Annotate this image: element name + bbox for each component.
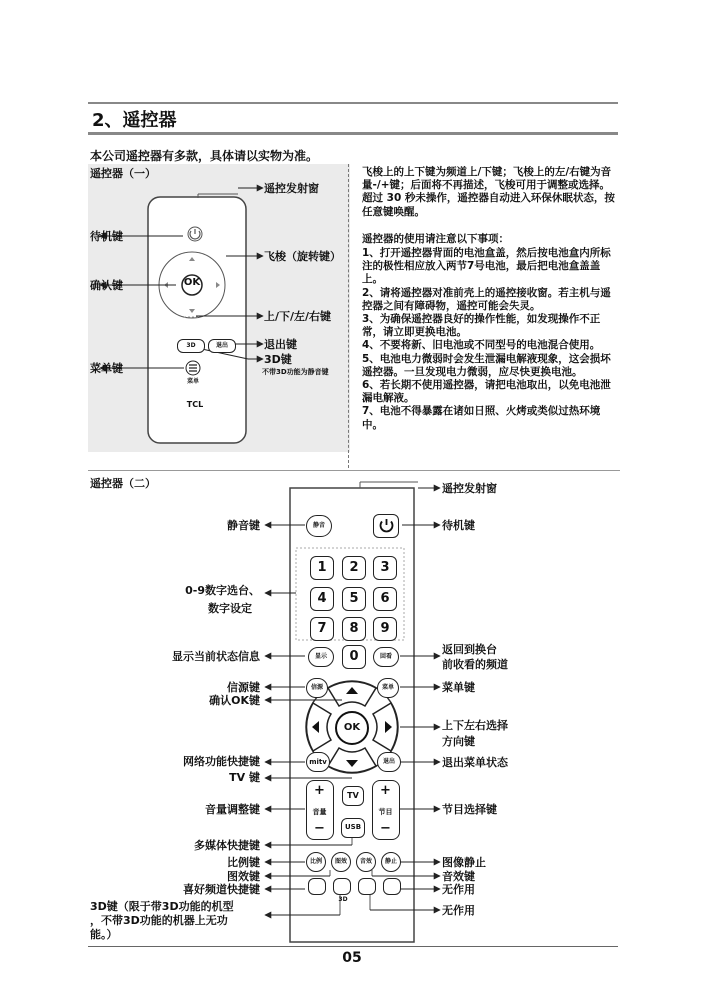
title-rule <box>88 132 618 135</box>
noop-button-1[interactable] <box>358 878 376 895</box>
digit-button[interactable]: 9 <box>373 617 397 641</box>
footer-rule <box>88 946 618 947</box>
shuttle-note: 飞梭上的上下键为频道上/下键；飞梭上的左/右键为音量-/+键；后面将不再描述，飞梭可用于调整或选择。超过 30 秒未操作，遥控器自动进入环保休眠状态，按任意键唤醒。 <box>362 166 615 218</box>
remote2-drawing <box>0 470 701 950</box>
picture-button[interactable]: 图效 <box>331 852 351 872</box>
r2-label-3d-2: ，不带3D功能的机器上无功 <box>90 914 228 927</box>
program-down[interactable]: − <box>380 821 391 836</box>
remote1-brand-logo: TCL <box>186 400 204 409</box>
volume-rocker[interactable] <box>306 780 334 840</box>
mitv-button[interactable]: mitv <box>306 752 330 772</box>
r2-label-return-1: 返回到换台 <box>442 643 497 656</box>
program-rocker[interactable] <box>372 780 400 840</box>
r1-label-ok: 确认键 <box>90 279 123 292</box>
notes-list <box>362 247 620 432</box>
recall-button[interactable]: 回看 <box>373 647 399 667</box>
digit-button[interactable]: 1 <box>310 556 334 580</box>
r2-label-return-2: 前收看的频道 <box>442 658 508 671</box>
r2-label-menu: 菜单键 <box>442 681 475 694</box>
3d-button-caption: 3D <box>338 896 348 903</box>
r2-label-source: 信源键 <box>227 681 260 694</box>
standby-button[interactable] <box>373 514 399 538</box>
remote1-ok-button[interactable]: OK <box>183 277 201 288</box>
digit-button[interactable]: 6 <box>373 587 397 611</box>
notes-item: 3、为确保遥控器良好的操作性能，如发现操作不正常，请立即更换电池。 <box>362 313 601 339</box>
r2-label-multimedia: 多媒体快捷键 <box>194 839 260 852</box>
exit-button[interactable]: 退出 <box>377 752 401 772</box>
program-up[interactable]: + <box>380 783 391 798</box>
r2-label-ok: 确认OK键 <box>209 694 260 707</box>
r2-label-network: 网络功能快捷键 <box>183 755 260 768</box>
notes-item: 2、请将遥控器对准前壳上的遥控接收窗。若主机与遥控器之间有障碍物，遥控可能会失灵。 <box>362 286 611 312</box>
sound-button[interactable]: 音效 <box>356 852 376 872</box>
notes-item: 4、不要将新、旧电池或不同型号的电池混合使用。 <box>362 339 601 352</box>
r2-label-exit: 退出菜单状态 <box>442 756 508 769</box>
r2-label-volume: 音量调整键 <box>205 803 260 816</box>
notes-item: 1、打开遥控器背面的电池盒盖，然后按电池盒内所标注的极性相应放入两节7号电池，最后把电池盒盖盖上。 <box>362 247 611 286</box>
remote1-title: 遥控器（一） <box>90 167 156 180</box>
digit-button[interactable]: 2 <box>342 556 366 580</box>
r1-label-shuttle: 飞梭（旋转键） <box>264 250 341 263</box>
digit-button[interactable]: 3 <box>373 556 397 580</box>
r2-label-digits-1: 0-9数字选台、 <box>185 584 260 597</box>
remote1-menu-caption: 菜单 <box>186 378 199 385</box>
usb-button[interactable]: USB <box>341 818 365 838</box>
ok-button[interactable]: OK <box>335 711 369 745</box>
r2-label-digits-2: 数字设定 <box>208 602 252 615</box>
noop-button-2[interactable] <box>383 878 401 895</box>
r2-label-direction-1: 上下左右选择 <box>442 719 508 732</box>
r2-label-noop-1: 无作用 <box>442 883 475 896</box>
notes-heading: 遥控器的使用请注意以下事项： <box>362 233 509 245</box>
r2-label-emitter: 遥控发射窗 <box>442 482 497 495</box>
tv-button[interactable]: TV <box>342 786 364 806</box>
3d-button[interactable] <box>333 878 351 895</box>
r2-label-direction-2: 方向键 <box>442 735 475 748</box>
remote1-3d-button[interactable]: 3D <box>177 339 205 353</box>
r2-label-tv: TV 键 <box>229 771 260 784</box>
r1-label-direction: 上/下/左/右键 <box>264 310 332 323</box>
r2-label-standby: 待机键 <box>442 519 475 532</box>
menu-button[interactable]: 菜单 <box>377 678 399 698</box>
r1-label-standby: 待机键 <box>90 230 123 243</box>
program-caption: 节目 <box>378 808 393 816</box>
digit-button[interactable]: 5 <box>342 587 366 611</box>
notes-item: 6、若长期不使用遥控器，请把电池取出，以免电池泄漏电解液。 <box>362 379 611 405</box>
ratio-button[interactable]: 比例 <box>306 852 326 872</box>
page-number: 05 <box>342 950 362 966</box>
r1-label-menu: 菜单键 <box>90 362 123 375</box>
r2-label-picture: 图效键 <box>227 870 260 883</box>
r2-label-freeze: 图像静止 <box>442 856 486 869</box>
r2-label-favorite: 喜好频道快捷键 <box>183 883 260 896</box>
display-button[interactable]: 显示 <box>308 647 334 667</box>
favorite-button[interactable] <box>308 878 326 895</box>
r2-label-3d-1: 3D键（限于带3D功能的机型 <box>90 900 234 913</box>
digit-button[interactable]: 4 <box>310 587 334 611</box>
volume-up[interactable]: + <box>314 783 325 798</box>
notes-item: 5、电池电力微弱时会发生泄漏电解液现象，这会损坏遥控器。一旦发现电力微弱，应尽快更换电池。 <box>362 352 611 378</box>
mute-button[interactable]: 静音 <box>306 515 332 537</box>
zero-button[interactable]: 0 <box>342 645 366 669</box>
source-button[interactable]: 信源 <box>306 678 328 698</box>
r1-label-exit: 退出键 <box>264 338 297 351</box>
power-icon <box>375 515 398 536</box>
digit-button[interactable]: 7 <box>310 617 334 641</box>
r1-label-3d-note: 不带3D功能为静音键 <box>262 368 329 376</box>
remote1-exit-button[interactable]: 退出 <box>208 339 236 353</box>
r2-label-program: 节目选择键 <box>442 803 497 816</box>
r2-label-sound: 音效键 <box>442 870 475 883</box>
remote2-title: 遥控器（二） <box>90 477 156 490</box>
r1-label-emitter: 遥控发射窗 <box>264 182 319 195</box>
remote1-drawing <box>88 164 350 452</box>
notes-item: 7、电池不得暴露在诸如日照、火烤或类似过热环境中。 <box>362 405 601 431</box>
digit-button[interactable]: 8 <box>342 617 366 641</box>
r2-label-noop-2: 无作用 <box>442 904 475 917</box>
volume-down[interactable]: − <box>314 821 325 836</box>
r2-label-info: 显示当前状态信息 <box>172 650 260 663</box>
intro-text: 本公司遥控器有多款，具体请以实物为准。 <box>90 149 319 163</box>
r2-label-3d-3: 能。） <box>90 928 118 941</box>
r2-label-ratio: 比例键 <box>227 856 260 869</box>
top-rule <box>88 102 618 104</box>
freeze-button[interactable]: 静止 <box>381 852 401 872</box>
r2-label-mute: 静音键 <box>227 519 260 532</box>
section-title: 2、遥控器 <box>92 110 177 131</box>
volume-caption: 音量 <box>312 808 327 816</box>
r1-label-3d: 3D键 <box>264 353 292 366</box>
